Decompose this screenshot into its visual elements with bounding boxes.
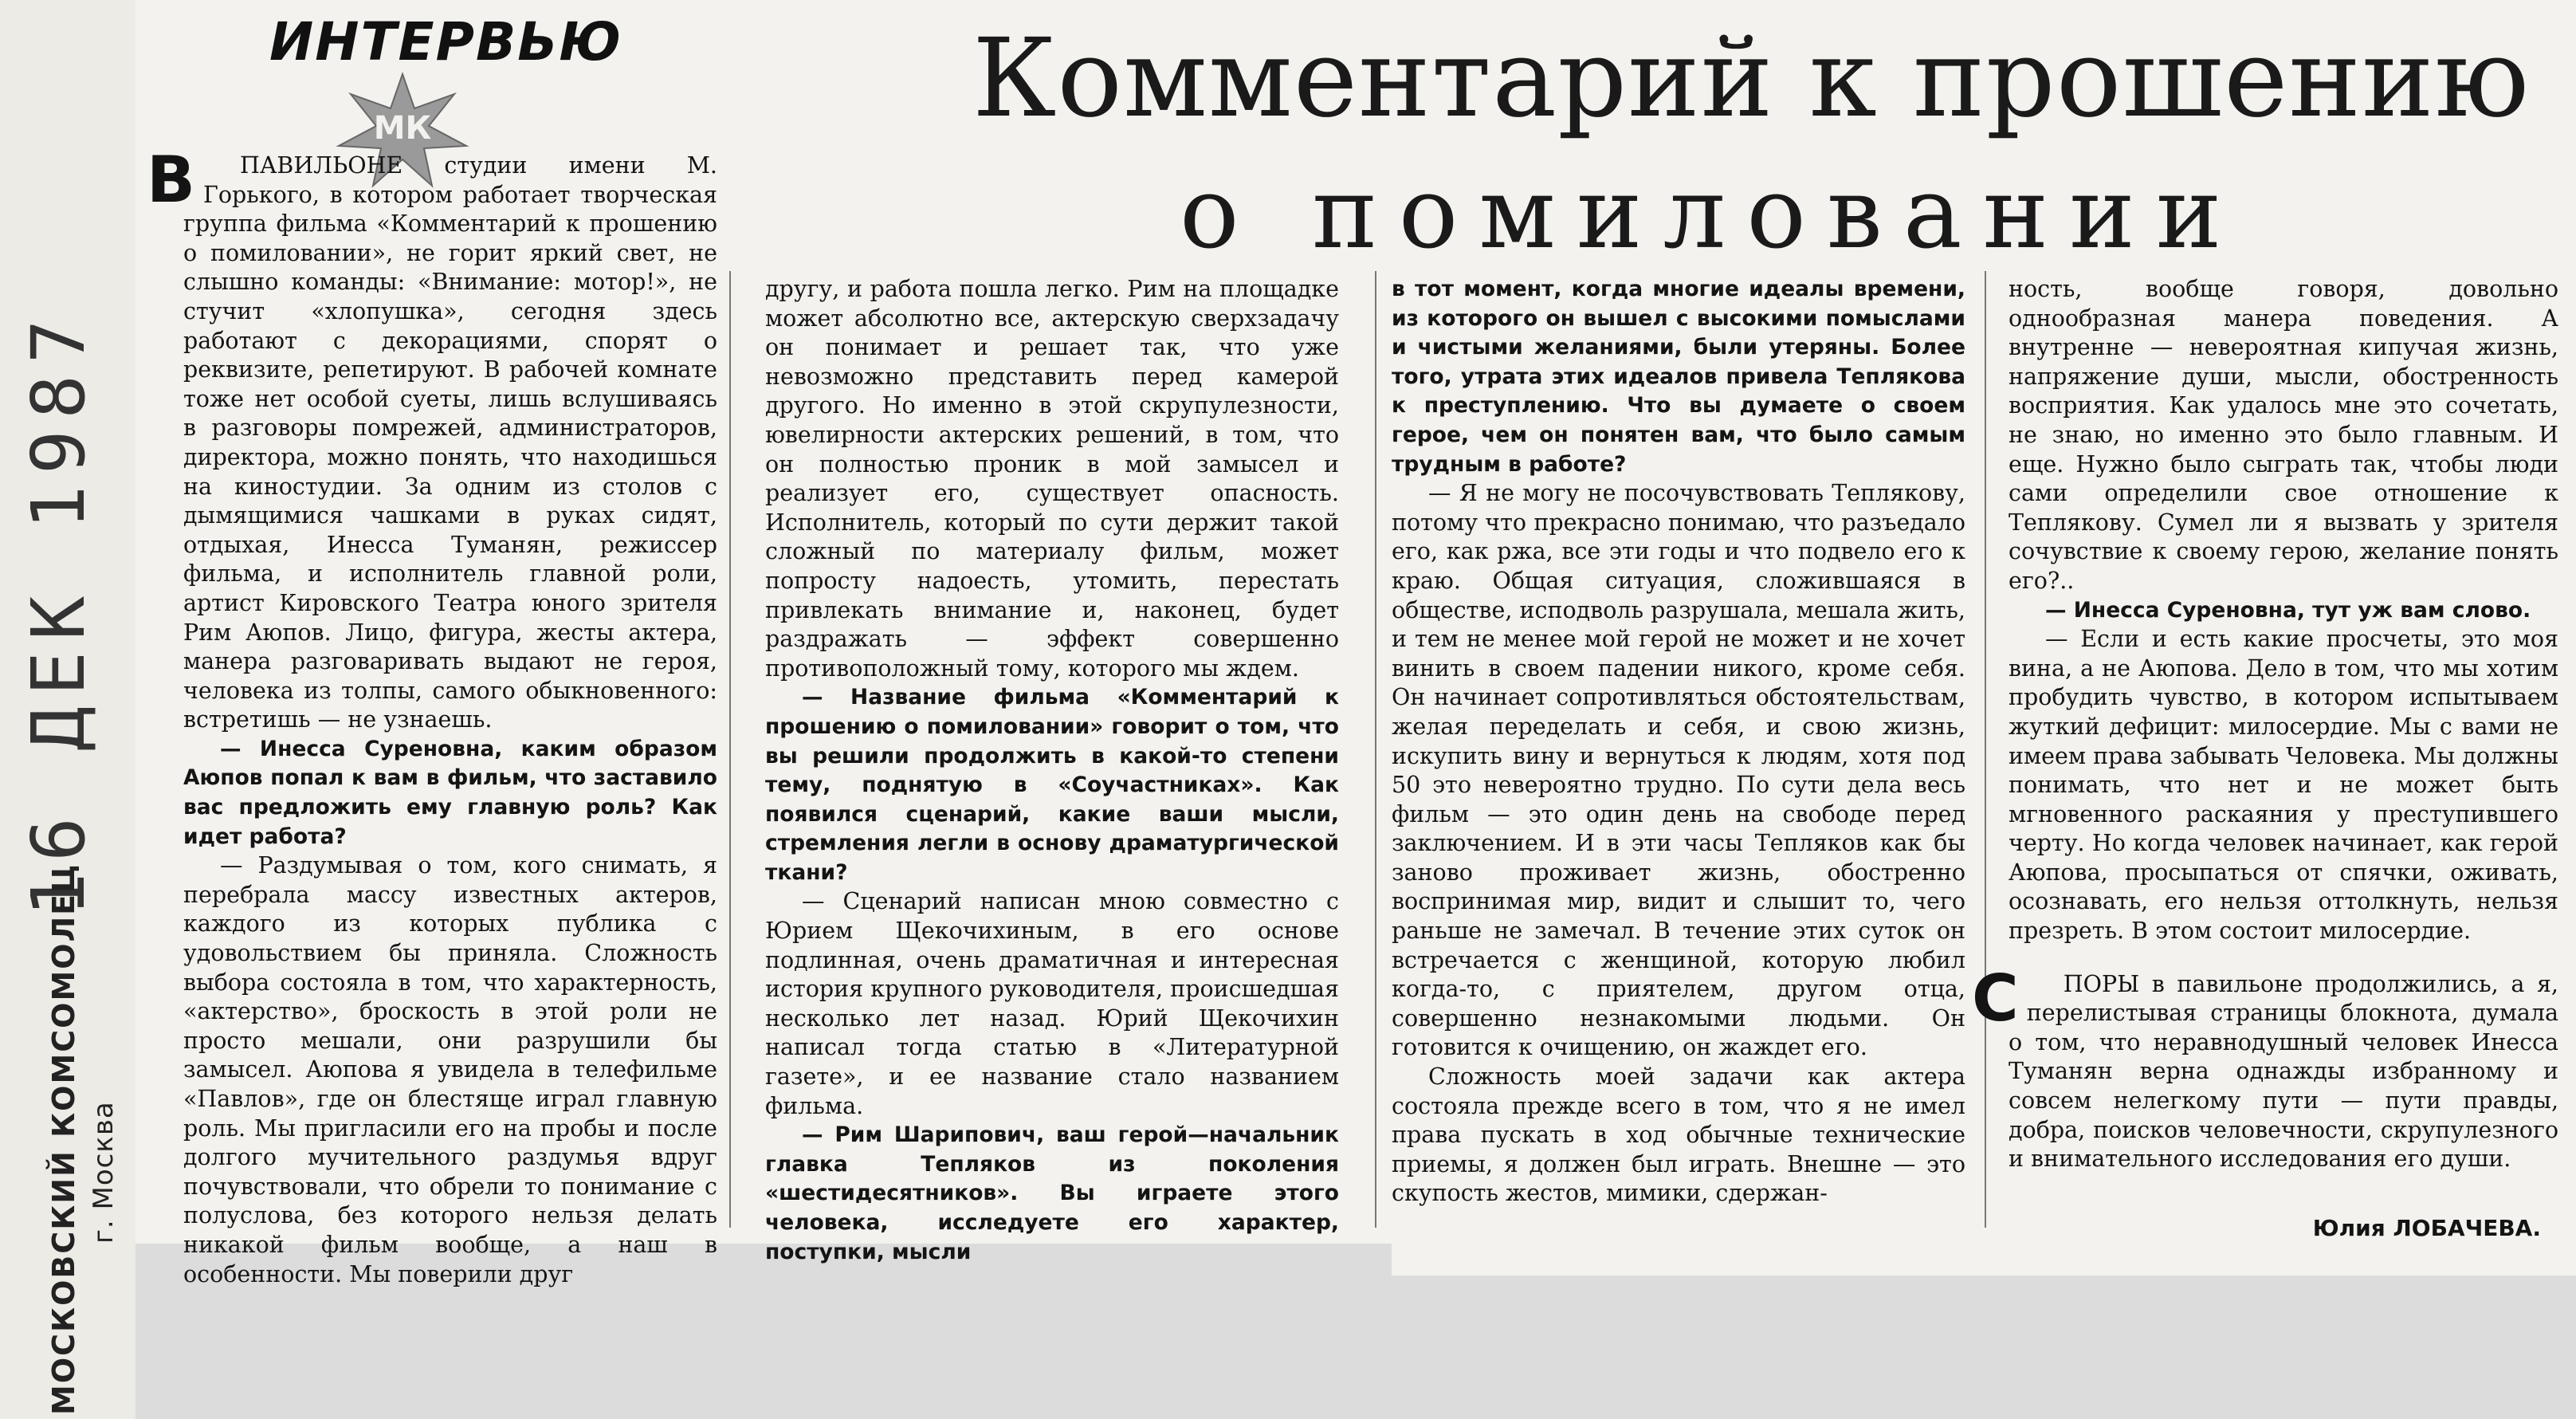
- question-4: — Инесса Суреновна, тут уж вам слово.: [2045, 597, 2531, 623]
- article-column-1: [147, 143, 717, 1287]
- question-3: — Рим Шарипович, ваш герой—начальник главка Тепляков из поколения «шестидесятников». Вы играете этого человека, исследуете его характер, поступки, мысли: [765, 1122, 1339, 1264]
- newspaper-name: МОСКОВСКИЙ КОМСОМОЛЕЦ: [46, 863, 81, 1415]
- article-column-4: [1972, 275, 2558, 1248]
- answer-1: — Раздумывая о том, кого снимать, я перебрала массу известных актеров, каждого из которых публика с удовольствием бы приняла. Сложность выбора состояла в том, что характерность, «актерство», броскость в этой роли не просто мешали, они разрушили бы замысел. Аюпова я увидела в телефильме «Павлов», где он блестяще играл главную роль. Мы пригласили его на пробы и после долгого мучительного раздумья вдруг почувствовали, что обрели то понимание с полуслова, без которого нельзя делать никакой фильм вообще, а наш в особенности. Мы поверили друг: [183, 852, 717, 1287]
- outro-paragraph: [1972, 961, 2558, 1174]
- question-2: — Название фильма «Комментарий к прошению о помиловании» говорит о том, что вы решили продолжить в какой-то степени тему, поднятую в «Соучастниках». Как появился сценарий, какие ваши мысли, стремления легли в основу драматургической ткани?: [765, 685, 1339, 885]
- answer-3-continued: ность, вообще говоря, довольно однообразная манера поведения. А внутренне — невероятная кипучая жизнь, напряжение души, мысли, обостренность восприятия. Как удалось мне это сочетать, не знаю, но именно это было главным. И еще. Нужно было сыграть так, чтобы люди сами определили свое отношение к Теплякову. Сумел ли я вызвать у зрителя сочувствие к своему герою, желание понять его?..: [2009, 276, 2558, 594]
- outro-dropcap: С: [1972, 961, 2019, 1036]
- answer-3: — Я не могу не посочувствовать Теплякову, потому что прекрасно понимаю, что разъедало его, как ржа, все эти годы и что подвело его к краю. Общая ситуация, сложившаяся в обществе, исподволь разрушала, мешала жить, и тем не менее мой герой не может и не хочет винить в своем падении никого, кроме себя. Он начинает сопротивляться обстоятельствам, желая переделать и себя, и свою жизнь, искупить вину и вернуться к людям, хотя под 50 это невероятно трудно. По сути дела весь фильм — это один день на свободе перед заключением. И в эти часы Тепляков как бы заново проживает жизнь, обостренно воспринимая мир, видит и слышит то, чего раньше не замечал. В течение этих суток он встречается с женщиной, которую любил когда-то, с приятелем, другом отца, совершенно незнакомыми людьми. Он готовится к очищению, он жаждет его.: [1392, 480, 1965, 1061]
- column-divider: [1985, 271, 1986, 1228]
- article-column-3: [1392, 275, 1965, 1276]
- question-1: — Инесса Суреновна, каким образом Аюпов попал к вам в фильм, что заставило вас предложить ему главную роль? Как идет работа?: [183, 736, 717, 849]
- lead-paragraph: [147, 143, 717, 735]
- answer-1-continued: другу, и работа пошла легко. Рим на площадке может абсолютно все, актерскую сверхзадачу он понимает и решает так, что уже невозможно представить перед камерой другого. Но именно в этой скрупулезности, ювелирности актерских решений, в том, что он полностью проник в мой замысел и реализует его, существует опасность. Исполнитель, который по сути держит такой сложный по материалу фильм, может попросту надоесть, утомить, перестать привлекать внимание и, наконец, будет раздражать — эффект совершенно противоположный тому, которого мы ждем.: [765, 276, 1339, 682]
- newspaper-city: г. Москва: [88, 1101, 120, 1244]
- question-3-continued: в тот момент, когда многие идеалы времени, из которого он вышел с высокими помыслами и чистыми желаниями, были утеряны. Более того, утрата этих идеалов привела Теплякова к преступлению. Что вы думаете о своем герое, чем он понятен вам, что было самым трудным в работе?: [1392, 277, 1965, 477]
- answer-4: — Если и есть какие просчеты, это моя вина, а не Аюпова. Дело в том, что мы хотим пробудить чувство, в котором испытываем жуткий дефицит: милосердие. Мы с вами не имеем права забывать Человека. Мы должны понимать, что нет и не может быть мгновенного раскаяния у преступившего черту. Но когда человек начинает, как герой Аюпова, просыпаться от спячки, оживать, осознавать, его нельзя оттолкнуть, нельзя презреть. В этом состоит милосердие.: [2009, 626, 2558, 945]
- rubric-label: ИНТЕРВЬЮ: [269, 11, 623, 73]
- column-divider: [729, 271, 731, 1228]
- date-stamp: 16 ДЕК 1987: [16, 308, 101, 917]
- answer-3-part-2: Сложность моей задачи как актера состояла прежде всего в том, что я не имел права пускать в ход обычные технические приемы, я должен был играть. Внешне — это скупость жестов, мимики, сдержан-: [1392, 1063, 1965, 1207]
- author-signature: Юлия ЛОБАЧЕВА.: [2312, 1215, 2541, 1241]
- lead-text: ПАВИЛЬОНЕ студии имени М. Горького, в котором работает творческая группа фильма «Комментарий к прошению о помиловании», не горит яркий свет, не слышно команды: «Внимание: мотор!», не стучит «хлопушка», сегодня здесь работают с декорациями, спорят о реквизите, репетируют. В рабочей комнате тоже нет особой суеты, лишь вслушиваясь в разговоры помрежей, администраторов, директора, можно понять, что находишься на киностудии. За одним из столов с дымящимися чашками в руках сидят, отдыхая, Инесса Туманян, режиссер фильма, и исполнитель главной роли, артист Кировского Театра юного зрителя Рим Аюпов. Лицо, фигура, жесты актера, манера разговаривать выдают не героя, человека из толпы, самого обыкновенного: встретишь — не узнаешь.: [183, 152, 717, 733]
- answer-2: — Сценарий написан мною совместно с Юрием Щекочихиным, в его основе подлинная, очень драматичная и интересная история крупного руководителя, происшедшая несколько лет назад. Юрий Щекочихин написал тогда статью в «Литературной газете», и ее название стало названием фильма.: [765, 888, 1339, 1119]
- headline-line-1: Комментарий к прошению: [972, 16, 2531, 142]
- column-divider: [1375, 271, 1376, 1228]
- article-column-2: [765, 275, 1339, 1264]
- outro-text: ПОРЫ в павильоне продолжились, а я, перелистывая страницы блокнота, думала о том, что неравнодушный человек Инесса Туманян верна однажды избранному и совсем нелегкому пути — пути правды, добра, поисков человечности, скрупулезного и внимательного исследования его души.: [2009, 970, 2558, 1173]
- logo-text: МК: [373, 110, 432, 147]
- lead-dropcap: В: [147, 143, 195, 217]
- headline-line-2: о помиловании: [1180, 156, 2243, 271]
